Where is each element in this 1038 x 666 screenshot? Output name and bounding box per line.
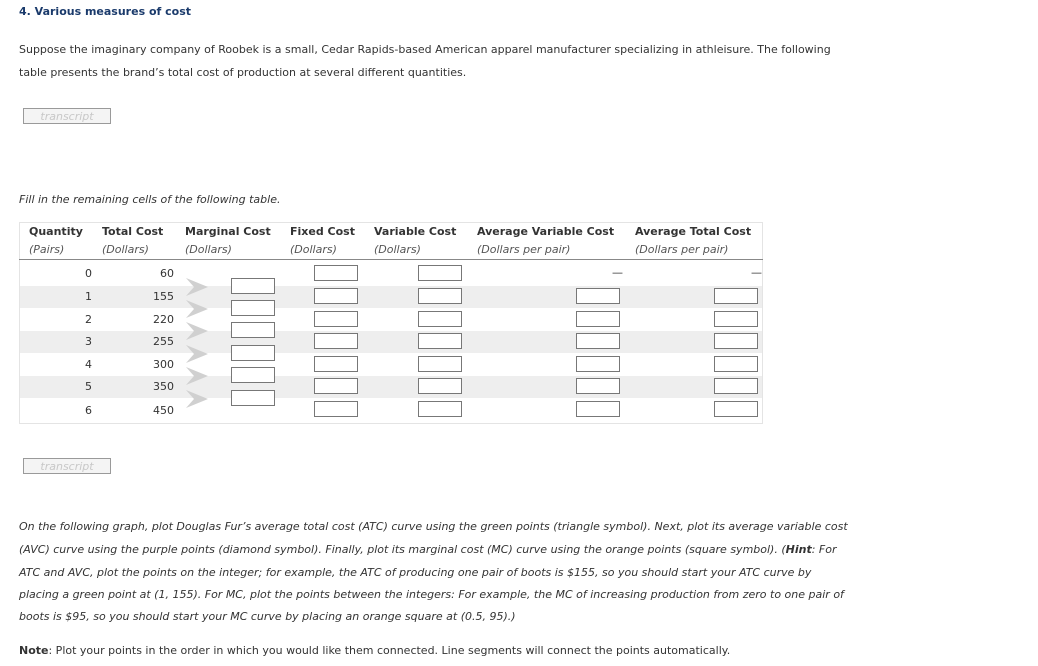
marginal-cost-input[interactable] — [231, 322, 275, 338]
header-total-cost: Total Cost (Dollars) — [102, 225, 164, 256]
marginal-cost-input[interactable] — [231, 278, 275, 294]
avc-input[interactable] — [576, 333, 620, 349]
atc-input[interactable] — [714, 333, 758, 349]
graph-instruction-line-1: On the following graph, plot Douglas Fur’s average total cost (ATC) curve using the green points (triangle symbol). Next, plot its average variable cost — [19, 520, 848, 533]
transcript-button-1[interactable]: transcript — [23, 108, 111, 124]
variable-cost-input[interactable] — [418, 401, 462, 417]
header-divider — [19, 259, 763, 260]
atc-input[interactable] — [714, 356, 758, 372]
fixed-cost-input[interactable] — [314, 378, 358, 394]
graph-instruction-line-3: ATC and AVC, plot the points on the integer; for example, the ATC of producing one pair of boots is $155, so you should start your ATC curve by — [19, 566, 812, 579]
question-title: 4. Various measures of cost — [19, 5, 191, 18]
quantity-cell: 5 — [85, 380, 92, 393]
intro-line-1: Suppose the imaginary company of Roobek is a small, Cedar Rapids-based American apparel manufacturer specializing in athleisure. The following — [19, 43, 831, 56]
total-cost-cell: 220 — [153, 313, 174, 326]
quantity-cell: 1 — [85, 290, 92, 303]
note-text: Note: Plot your points in the order in which you would like them connected. Line segments will connect the points automatically. — [19, 644, 731, 657]
note-label: Note — [19, 644, 49, 657]
variable-cost-input[interactable] — [418, 311, 462, 327]
graph-instruction-line-4: placing a green point at (1, 155). For MC, plot the points between the integers: For example, the MC of increasing production from zero to one pair of — [19, 588, 844, 601]
atc-input[interactable] — [714, 288, 758, 304]
total-cost-cell: 60 — [160, 267, 174, 280]
chevron-right-icon — [184, 366, 210, 386]
marginal-cost-input[interactable] — [231, 390, 275, 406]
fixed-cost-input[interactable] — [314, 288, 358, 304]
avc-input[interactable] — [576, 401, 620, 417]
atc-input[interactable] — [714, 311, 758, 327]
header-fixed-cost: Fixed Cost (Dollars) — [290, 225, 355, 256]
chevron-right-icon — [184, 344, 210, 364]
header-marginal-cost: Marginal Cost (Dollars) — [185, 225, 271, 256]
header-quantity: Quantity (Pairs) — [29, 225, 83, 256]
chevron-right-icon — [184, 321, 210, 341]
header-variable-cost: Variable Cost (Dollars) — [374, 225, 457, 256]
avc-input[interactable] — [576, 311, 620, 327]
variable-cost-input[interactable] — [418, 378, 462, 394]
graph-instruction-line-5: boots is $95, so you should start your MC curve by placing an orange square at (0.5, 95).) — [19, 610, 516, 623]
header-atc: Average Total Cost (Dollars per pair) — [635, 225, 752, 256]
atc-dash: — — [751, 266, 762, 279]
fixed-cost-input[interactable] — [314, 333, 358, 349]
marginal-cost-input[interactable] — [231, 345, 275, 361]
hint-label: Hint — [785, 543, 812, 556]
total-cost-cell: 300 — [153, 358, 174, 371]
intro-line-2: table presents the brand’s total cost of production at several different quantities. — [19, 66, 467, 79]
quantity-cell: 0 — [85, 267, 92, 280]
atc-input[interactable] — [714, 378, 758, 394]
transcript-button-2[interactable]: transcript — [23, 458, 111, 474]
total-cost-cell: 350 — [153, 380, 174, 393]
total-cost-cell: 255 — [153, 335, 174, 348]
variable-cost-input[interactable] — [418, 356, 462, 372]
quantity-cell: 3 — [85, 335, 92, 348]
chevron-right-icon — [184, 299, 210, 319]
variable-cost-input[interactable] — [418, 265, 462, 281]
variable-cost-input[interactable] — [418, 288, 462, 304]
marginal-cost-input[interactable] — [231, 367, 275, 383]
avc-dash: — — [612, 266, 623, 279]
quantity-cell: 6 — [85, 404, 92, 417]
fixed-cost-input[interactable] — [314, 401, 358, 417]
avc-input[interactable] — [576, 356, 620, 372]
chevron-right-icon — [184, 277, 210, 297]
quantity-cell: 2 — [85, 313, 92, 326]
total-cost-cell: 450 — [153, 404, 174, 417]
chevron-right-icon — [184, 389, 210, 409]
fixed-cost-input[interactable] — [314, 265, 358, 281]
graph-instruction-line-2: (AVC) curve using the purple points (diamond symbol). Finally, plot its marginal cost (MC) curve using the orange points (square symbol). (Hint: For — [19, 543, 837, 556]
fill-instruction: Fill in the remaining cells of the following table. — [19, 193, 281, 206]
total-cost-cell: 155 — [153, 290, 174, 303]
variable-cost-input[interactable] — [418, 333, 462, 349]
marginal-cost-input[interactable] — [231, 300, 275, 316]
avc-input[interactable] — [576, 288, 620, 304]
fixed-cost-input[interactable] — [314, 311, 358, 327]
quantity-cell: 4 — [85, 358, 92, 371]
atc-input[interactable] — [714, 401, 758, 417]
header-avc: Average Variable Cost (Dollars per pair) — [477, 225, 615, 256]
avc-input[interactable] — [576, 378, 620, 394]
fixed-cost-input[interactable] — [314, 356, 358, 372]
